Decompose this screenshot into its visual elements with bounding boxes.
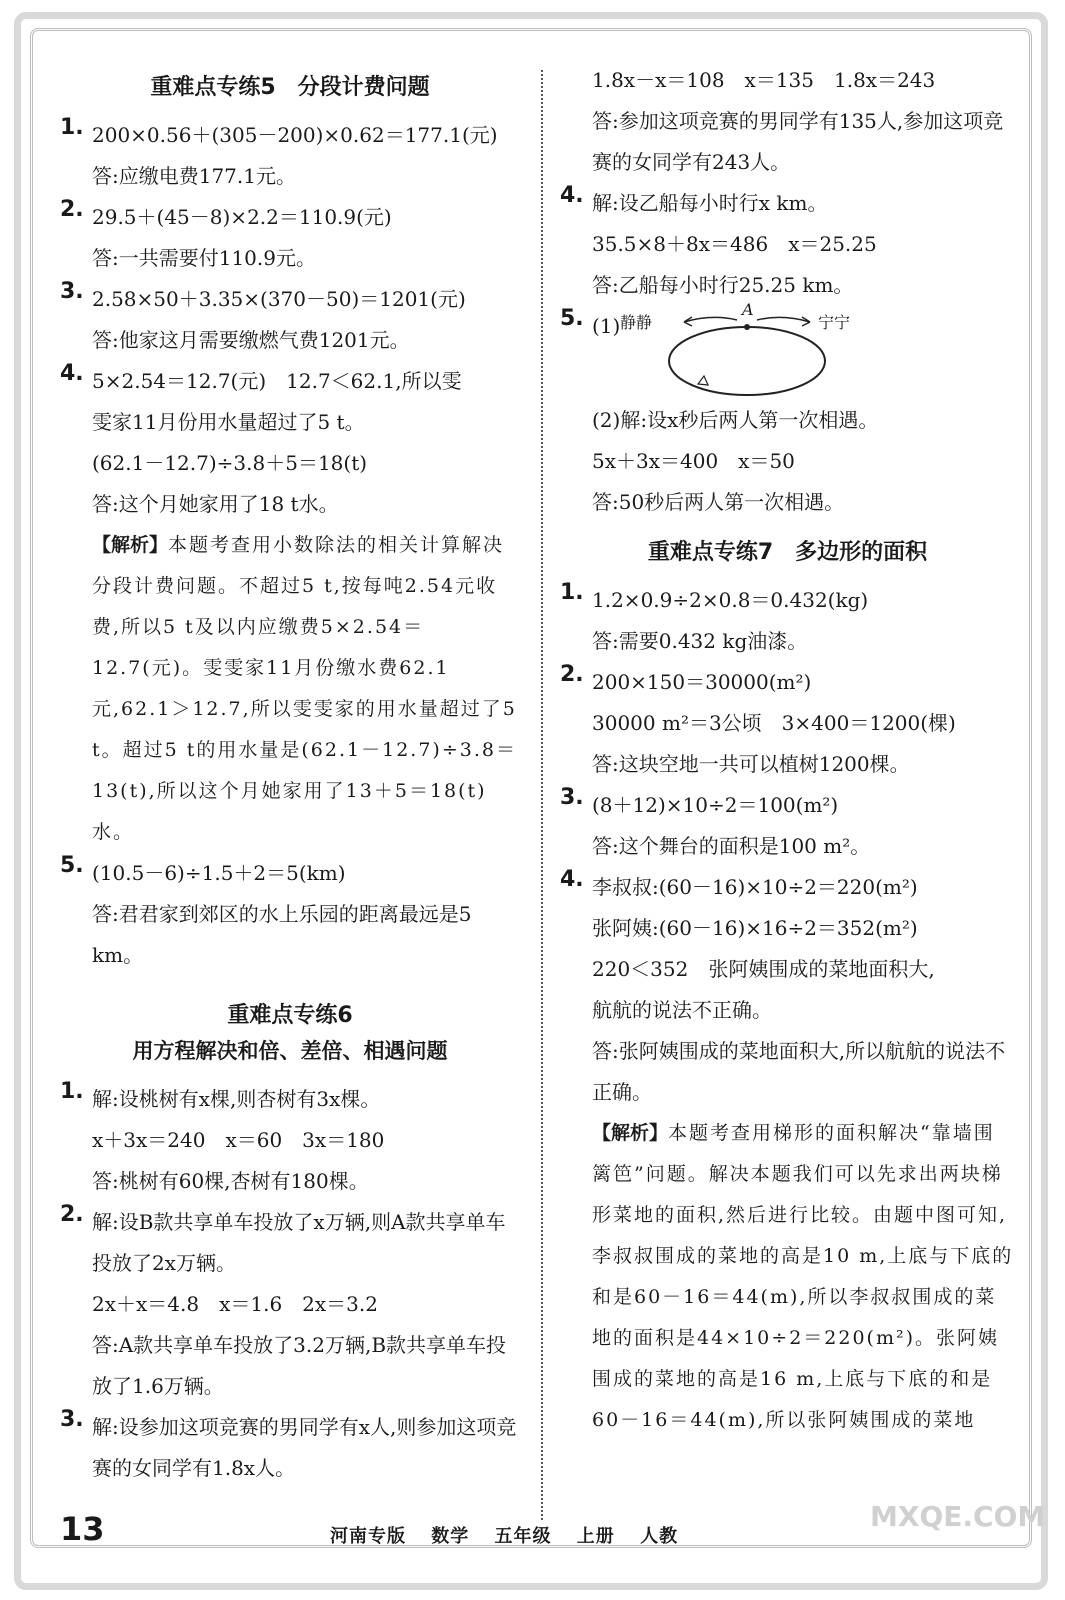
meeting-marker bbox=[698, 376, 708, 385]
question-number: 3. bbox=[60, 1407, 84, 1432]
answer: 答:他家这月需要缴燃气费1201元。 bbox=[92, 328, 410, 352]
question-number: 5. bbox=[560, 306, 584, 331]
start-point-a bbox=[744, 324, 750, 330]
arrow-left-path bbox=[684, 317, 737, 322]
track-diagram bbox=[592, 300, 1015, 400]
question-number: 1. bbox=[560, 580, 584, 605]
answer: 答:君君家到郊区的水上乐园的距离最远是5 km。 bbox=[92, 902, 472, 967]
section-6-title: 重难点专练6 bbox=[227, 1003, 353, 1028]
s6-question-3-continued bbox=[560, 60, 1015, 183]
question-number: 3. bbox=[60, 279, 84, 304]
solution-line: 解:设B款共享单车投放了x万辆,则A款共享单车投放了2x万辆。 bbox=[92, 1210, 506, 1275]
right-column bbox=[560, 60, 1015, 1441]
page-number: 13 bbox=[60, 1510, 105, 1548]
answer: 答:张阿姨围成的菜地面积大,所以航航的说法不正确。 bbox=[592, 1039, 1006, 1104]
answer: 答:A款共享单车投放了3.2万辆,B款共享单车投放了1.6万辆。 bbox=[92, 1333, 507, 1398]
label-jingjing: 静静 bbox=[620, 313, 653, 332]
answer: 答:参加这项竞赛的男同学有135人,参加这项竞赛的女同学有243人。 bbox=[592, 109, 1004, 174]
s5-question-3 bbox=[60, 279, 520, 361]
question-number: 3. bbox=[560, 785, 584, 810]
question-number: 2. bbox=[60, 197, 84, 222]
equation: x＋3x＝240 x＝60 3x＝180 bbox=[92, 1128, 385, 1152]
s5-question-2 bbox=[60, 197, 520, 279]
equation: 5x＋3x＝400 x＝50 bbox=[592, 449, 795, 473]
equation: 200×0.56＋(305－200)×0.62＝177.1(元) bbox=[92, 123, 498, 147]
s5-question-4 bbox=[60, 361, 520, 853]
label-ningning: 宁宁 bbox=[818, 313, 851, 332]
s5-question-1 bbox=[60, 115, 520, 197]
section-7-title: 重难点专练7 多边形的面积 bbox=[647, 540, 928, 565]
s7-question-2 bbox=[560, 662, 1015, 785]
track-ellipse bbox=[669, 327, 825, 395]
question-number: 2. bbox=[60, 1202, 84, 1227]
page-footer bbox=[60, 1510, 960, 1560]
solution-line: 解:设乙船每小时行x km。 bbox=[592, 191, 828, 215]
question-number: 1. bbox=[60, 1079, 84, 1104]
s7-question-1 bbox=[560, 580, 1015, 662]
answer: 答:桃树有60棵,杏树有180棵。 bbox=[92, 1169, 369, 1193]
analysis-text bbox=[92, 525, 520, 853]
question-number: 4. bbox=[560, 867, 584, 892]
solution-line: (62.1－12.7)÷3.8＋5＝18(t) bbox=[92, 451, 368, 475]
question-number: 4. bbox=[60, 361, 84, 386]
s5-question-5 bbox=[60, 853, 520, 976]
section-5-title: 重难点专练5 分段计费问题 bbox=[150, 75, 430, 100]
equation: 张阿姨:(60－16)×16÷2＝352(m²) bbox=[592, 916, 918, 940]
solution-line: 5×2.54＝12.7(元) 12.7＜62.1,所以雯 bbox=[92, 369, 462, 393]
solution-line: 解:设参加这项竞赛的男同学有x人,则参加这项竞赛的女同学有1.8x人。 bbox=[92, 1415, 517, 1480]
watermark-logo: MXQE.COM bbox=[870, 1500, 1046, 1533]
s7-question-3 bbox=[560, 785, 1015, 867]
comparison: 220＜352 张阿姨围成的菜地面积大, bbox=[592, 957, 935, 981]
solution-line: (2)解:设x秒后两人第一次相遇。 bbox=[592, 408, 879, 432]
equation: 29.5＋(45－8)×2.2＝110.9(元) bbox=[92, 205, 392, 229]
equation: (8＋12)×10÷2＝100(m²) bbox=[592, 793, 839, 817]
equation: 李叔叔:(60－16)×10÷2＝220(m²) bbox=[592, 875, 918, 899]
analysis-body: 本题考查用梯形的面积解决“靠墙围篱笆”问题。解决本题我们可以先求出两块梯形菜地的面积,然后进行比较。由题中图可知,李叔叔围成的菜地的高是10 m,上底与下底的和是60－16＝44(m),所以李叔叔围成的菜地的面积是44×10÷2＝220(m²)。张阿姨围成的菜地的高是16 m,上底与下底的和是60－16＝44(m),所以张阿姨围成的菜地 bbox=[592, 1122, 1014, 1431]
equation: 2.58×50＋3.35×(370－50)＝1201(元) bbox=[92, 287, 466, 311]
question-number: 1. bbox=[60, 115, 84, 140]
s6-question-3 bbox=[60, 1407, 520, 1489]
book-info: 河南专版 数学 五年级 上册 人教 bbox=[330, 1526, 679, 1547]
answer: 答:应缴电费177.1元。 bbox=[92, 164, 296, 188]
equation: 35.5×8＋8x＝486 x＝25.25 bbox=[592, 232, 877, 256]
answer: 答:一共需要付110.9元。 bbox=[92, 246, 316, 270]
question-number: 5. bbox=[60, 853, 84, 878]
equation: 1.8x－x＝108 x＝135 1.8x＝243 bbox=[592, 68, 936, 92]
answer: 答:需要0.432 kg油漆。 bbox=[592, 629, 808, 653]
answer: 答:这个月她家用了18 t水。 bbox=[92, 492, 339, 516]
equation: 2x＋x＝4.8 x＝1.6 2x＝3.2 bbox=[92, 1292, 378, 1316]
equation: 1.2×0.9÷2×0.8＝0.432(kg) bbox=[592, 588, 869, 612]
comparison: 航航的说法不正确。 bbox=[592, 998, 772, 1022]
solution-line: 雯家11月份用水量超过了5 t。 bbox=[92, 410, 365, 434]
section-6-subtitle: 用方程解决和倍、差倍、相遇问题 bbox=[132, 1039, 448, 1063]
analysis-body: 本题考查用小数除法的相关计算解决分段计费问题。不超过5 t,按每吨2.54元收费,所以5 t及以内应缴费5×2.54＝12.7(元)。雯雯家11月份缴水费62.1元,62.1＞12.7,所以雯雯家的用水量超过了5 t。超过5 t的用水量是(62.1－12.7)÷3.8＝13(t),所以这个月她家用了13＋5＝18(t)水。 bbox=[92, 534, 517, 843]
answer: 答:50秒后两人第一次相遇。 bbox=[592, 490, 845, 514]
answer: 答:乙船每小时行25.25 km。 bbox=[592, 273, 854, 297]
s6-question-4 bbox=[560, 183, 1015, 306]
question-number: 4. bbox=[560, 183, 584, 208]
equation: 200×150＝30000(m²) bbox=[592, 670, 812, 694]
answer: 答:这块空地一共可以植树1200棵。 bbox=[592, 752, 910, 776]
s6-question-2 bbox=[60, 1202, 520, 1407]
s7-question-4 bbox=[560, 867, 1015, 1441]
label-point-a: A bbox=[742, 300, 754, 319]
analysis-tag: 【解析】 bbox=[92, 534, 169, 556]
s6-question-5: 5. (1) 静静 A 宁宁 (2)解:设x秒后两人第一次相遇。 5x＋3x＝400 x＝50 答:50秒后两人第一次相遇。 bbox=[560, 306, 1015, 523]
question-number: 2. bbox=[560, 662, 584, 687]
analysis-tag: 【解析】 bbox=[592, 1122, 669, 1144]
solution-line: 解:设桃树有x棵,则杏树有3x棵。 bbox=[92, 1087, 381, 1111]
column-divider bbox=[541, 70, 543, 1520]
left-column bbox=[60, 62, 520, 1489]
equation: (10.5－6)÷1.5＋2＝5(km) bbox=[92, 861, 346, 885]
analysis-text bbox=[592, 1113, 1015, 1441]
arrow-right-path bbox=[757, 317, 810, 322]
s6-question-1 bbox=[60, 1079, 520, 1202]
answer: 答:这个舞台的面积是100 m²。 bbox=[592, 834, 871, 858]
equation: 30000 m²＝3公顷 3×400＝1200(棵) bbox=[592, 711, 956, 735]
